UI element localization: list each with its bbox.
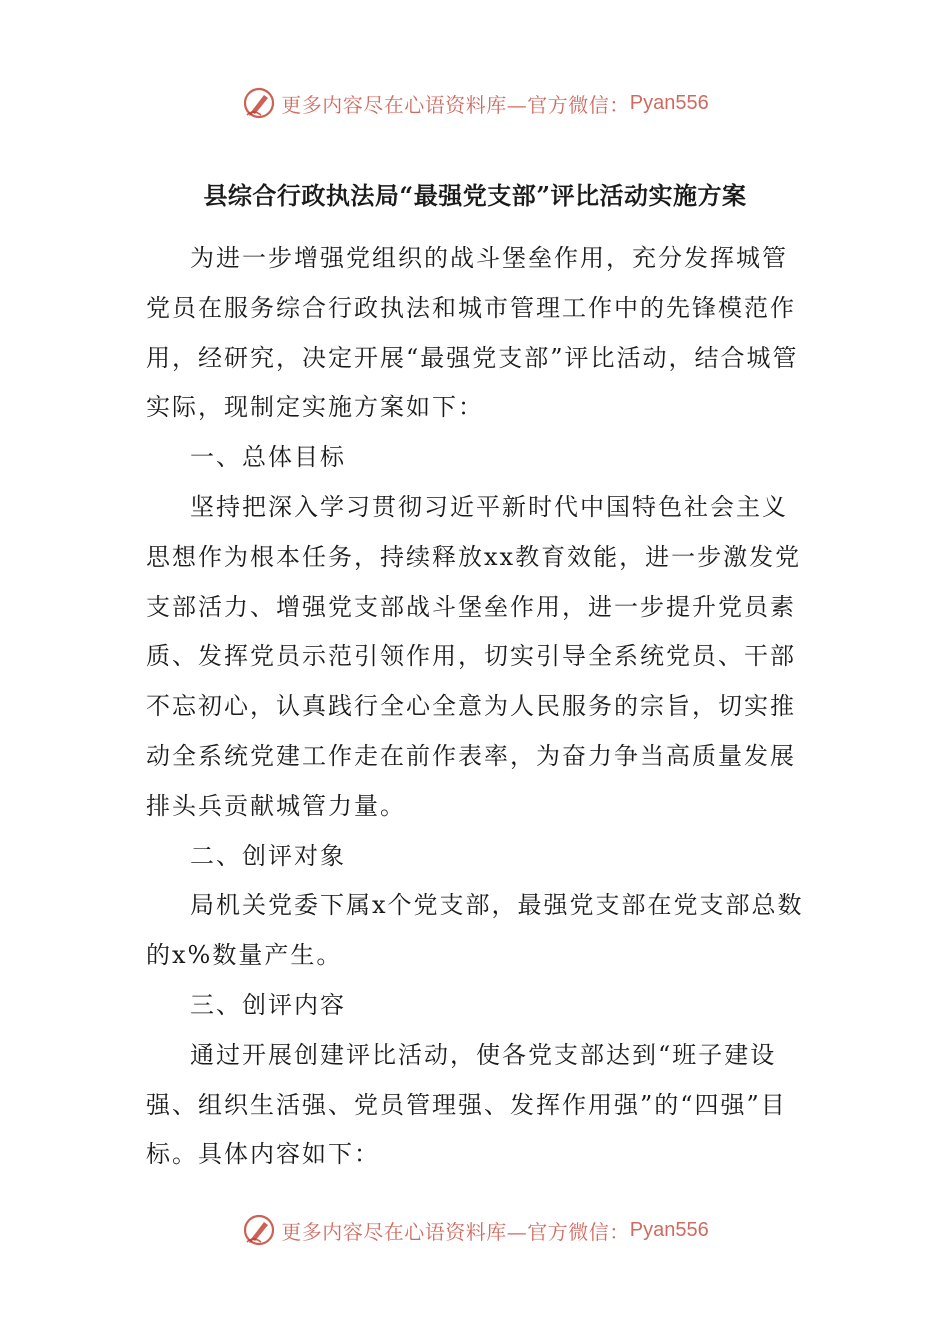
- section-heading-targets: 二、创评对象: [190, 841, 346, 870]
- goals-paragraph: 坚持把深入学习贯彻习近平新时代中国特色社会主义思想作为根本任务，持续释放xx教育效能，进一步激发党支部活力、增强党支部战斗堡垒作用，进一步提升党员素质、发挥党员示范引领作用，切实引导全系统党员、干部不忘初心，认真践行全心全意为人民服务的宗旨，切实推动全系统党建工作走在前作表率，为奋力争当高质量发展排头兵贡献城管力量。: [146, 492, 802, 820]
- header-banner: [0, 83, 950, 123]
- pen-logo-icon: [241, 1212, 277, 1248]
- document-title: 县综合行政执法局“最强党支部”评比活动实施方案: [203, 181, 747, 210]
- banner-text: 更多内容尽在心语资料库—官方微信：: [281, 92, 630, 117]
- pen-logo-icon: [241, 85, 277, 121]
- section-heading-goals: 一、总体目标: [190, 443, 346, 472]
- banner-text: 更多内容尽在心语资料库—官方微信：: [281, 1219, 630, 1244]
- intro-paragraph: 为进一步增强党组织的战斗堡垒作用，充分发挥城管党员在服务综合行政执法和城市管理工作中的先锋模范作用，经研究，决定开展“最强党支部”评比活动，结合城管实际，现制定实施方案如下：: [146, 244, 799, 422]
- targets-paragraph: 局机关党委下属x个党支部，最强党支部在党支部总数的x%数量产生。: [146, 891, 804, 970]
- content-paragraph: 通过开展创建评比活动，使各党支部达到“班子建设强、组织生活强、党员管理强、发挥作用强”的“四强”目标。具体内容如下：: [146, 1040, 787, 1169]
- section-heading-content: 三、创评内容: [190, 990, 346, 1019]
- banner-wechat-id: Pyan556: [629, 91, 709, 114]
- banner-wechat-id: Pyan556: [629, 1218, 709, 1241]
- document-body: [146, 234, 810, 1180]
- footer-banner: [0, 1210, 950, 1250]
